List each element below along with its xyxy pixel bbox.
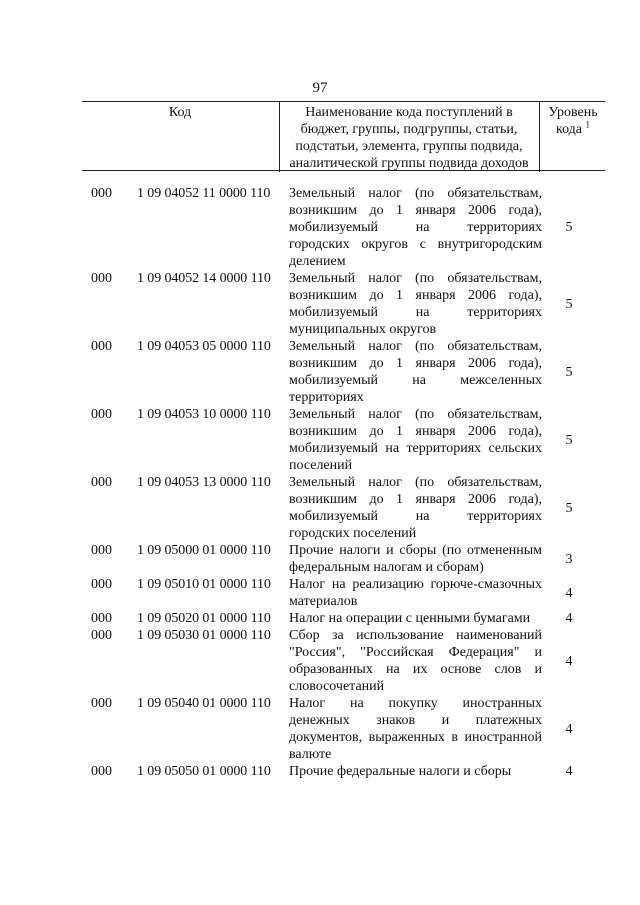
row-name bbox=[289, 576, 542, 610]
row-name-line: муниципальных округов bbox=[289, 322, 437, 337]
header-name-line: бюджет, группы, подгруппы, статьи, bbox=[300, 122, 518, 137]
row-level: 5 bbox=[565, 364, 573, 380]
row-admin-code: 000 bbox=[91, 577, 112, 592]
row-admin-code: 000 bbox=[91, 475, 112, 490]
row-budget-code: 1 09 04052 14 0000 110 bbox=[137, 271, 271, 286]
row-level: 4 bbox=[565, 764, 573, 779]
table-row bbox=[0, 338, 640, 406]
row-admin-code: 000 bbox=[91, 611, 112, 626]
row-name-line: Прочие федеральные налоги и сборы bbox=[289, 764, 512, 779]
row-name-line: возникшим до 1 января 2006 года), bbox=[289, 356, 542, 371]
table-row bbox=[0, 542, 640, 576]
row-budget-code: 1 09 04053 05 0000 110 bbox=[137, 339, 271, 354]
row-name-line: городских округов с внутригородским bbox=[289, 237, 542, 252]
row-name-line: денежных знаков и платежных bbox=[289, 713, 542, 728]
row-name-line: федеральным налогам и сборам) bbox=[289, 560, 484, 575]
table-row bbox=[0, 763, 640, 780]
row-level: 3 bbox=[565, 551, 573, 567]
row-budget-code: 1 09 05050 01 0000 110 bbox=[137, 764, 271, 779]
header-level-line1: Уровень bbox=[548, 105, 598, 120]
row-name-line: возникшим до 1 января 2006 года), bbox=[289, 492, 542, 507]
header-name-line: аналитической группы подвида доходов bbox=[289, 156, 529, 171]
header-name-line: подстатьи, элемента, группы подвида, bbox=[295, 139, 523, 154]
row-name-line: Земельный налог (по обязательствам, bbox=[289, 186, 542, 201]
row-name-line: мобилизуемый на межселенных bbox=[289, 373, 542, 388]
row-name bbox=[289, 763, 542, 780]
row-budget-code: 1 09 04053 10 0000 110 bbox=[137, 407, 271, 422]
table-header bbox=[82, 101, 605, 171]
row-name-line: Земельный налог (по обязательствам, bbox=[289, 407, 542, 422]
row-level: 5 bbox=[565, 220, 573, 235]
table-row bbox=[0, 627, 640, 695]
row-name bbox=[289, 474, 542, 542]
row-name-line: Сбор за использование наименований bbox=[289, 628, 542, 643]
table-body bbox=[0, 185, 640, 780]
row-name bbox=[289, 610, 542, 627]
row-budget-code: 1 09 05040 01 0000 110 bbox=[137, 696, 271, 711]
header-code: Код bbox=[168, 105, 192, 120]
row-name-line: "Россия", "Российская Федерация" и bbox=[289, 645, 542, 660]
header-level bbox=[539, 102, 606, 172]
table-row bbox=[0, 695, 640, 763]
row-name-line: делением bbox=[289, 254, 346, 269]
header-level-line2 bbox=[540, 121, 606, 138]
row-admin-code: 000 bbox=[91, 628, 112, 643]
row-name bbox=[289, 185, 542, 270]
row-name-line: городских поселений bbox=[289, 526, 417, 541]
row-name-line: возникшим до 1 января 2006 года), bbox=[289, 203, 542, 218]
row-level: 5 bbox=[565, 500, 573, 516]
row-admin-code: 000 bbox=[91, 543, 112, 558]
row-name-line: Налог на операции с ценными бумагами bbox=[289, 611, 531, 626]
row-name bbox=[289, 542, 542, 576]
row-name-line: Прочие налоги и сборы (по отмененным bbox=[289, 543, 542, 558]
row-name-line: материалов bbox=[289, 594, 358, 609]
row-name-line: Налог на реализацию горюче-смазочных bbox=[289, 577, 542, 592]
row-name-line: Земельный налог (по обязательствам, bbox=[289, 271, 542, 286]
row-name-line: Земельный налог (по обязательствам, bbox=[289, 339, 542, 354]
row-name-line: возникшим до 1 января 2006 года), bbox=[289, 288, 542, 303]
row-admin-code: 000 bbox=[91, 339, 112, 354]
header-name bbox=[279, 102, 538, 172]
row-budget-code: 1 09 04052 11 0000 110 bbox=[137, 186, 271, 201]
row-name-line: Налог на покупку иностранных bbox=[289, 696, 542, 711]
row-level: 4 bbox=[565, 585, 573, 601]
table-row bbox=[0, 576, 640, 610]
row-admin-code: 000 bbox=[91, 271, 112, 286]
row-name-line: мобилизуемый на территориях bbox=[289, 509, 542, 524]
row-admin-code: 000 bbox=[91, 407, 112, 422]
page-number: 97 bbox=[312, 80, 328, 96]
row-budget-code: 1 09 05020 01 0000 110 bbox=[137, 611, 271, 626]
row-name-line: возникшим до 1 января 2006 года), bbox=[289, 424, 542, 439]
row-name-line: образованных на их основе слов и bbox=[289, 662, 542, 677]
row-name-line: документов, выраженных в иностранной bbox=[289, 730, 542, 745]
row-name bbox=[289, 695, 542, 763]
row-level: 4 bbox=[565, 653, 573, 669]
row-name bbox=[289, 270, 542, 338]
row-name-line: мобилизуемый на территориях bbox=[289, 220, 542, 235]
row-name bbox=[289, 627, 542, 695]
row-level: 5 bbox=[565, 432, 573, 448]
row-admin-code: 000 bbox=[91, 696, 112, 711]
row-name-line: мобилизуемый на территориях bbox=[289, 305, 542, 320]
row-budget-code: 1 09 04053 13 0000 110 bbox=[137, 475, 271, 490]
header-level-footnote: 1 bbox=[585, 119, 591, 130]
row-level: 4 bbox=[565, 721, 573, 737]
header-level-word: кода bbox=[555, 122, 583, 137]
row-name-line: мобилизуемый на территориях сельских bbox=[289, 441, 542, 456]
row-admin-code: 000 bbox=[91, 186, 112, 201]
row-admin-code: 000 bbox=[91, 764, 112, 779]
row-name-line: Земельный налог (по обязательствам, bbox=[289, 475, 542, 490]
row-name-line: территориях bbox=[289, 390, 364, 405]
row-name bbox=[289, 338, 542, 406]
row-budget-code: 1 09 05010 01 0000 110 bbox=[137, 577, 271, 592]
row-budget-code: 1 09 05030 01 0000 110 bbox=[137, 628, 271, 643]
row-name-line: валюте bbox=[289, 747, 332, 762]
table-row bbox=[0, 474, 640, 542]
row-level: 5 bbox=[565, 296, 573, 312]
row-budget-code: 1 09 05000 01 0000 110 bbox=[137, 543, 271, 558]
row-name bbox=[289, 406, 542, 474]
table-row bbox=[0, 406, 640, 474]
table-row bbox=[0, 270, 640, 338]
table-row bbox=[0, 610, 640, 627]
row-name-line: словосочетаний bbox=[289, 679, 385, 694]
header-name-line: Наименование кода поступлений в bbox=[305, 105, 513, 120]
row-level: 4 bbox=[565, 611, 573, 626]
row-name-line: поселений bbox=[289, 458, 353, 473]
table-row bbox=[0, 185, 640, 270]
